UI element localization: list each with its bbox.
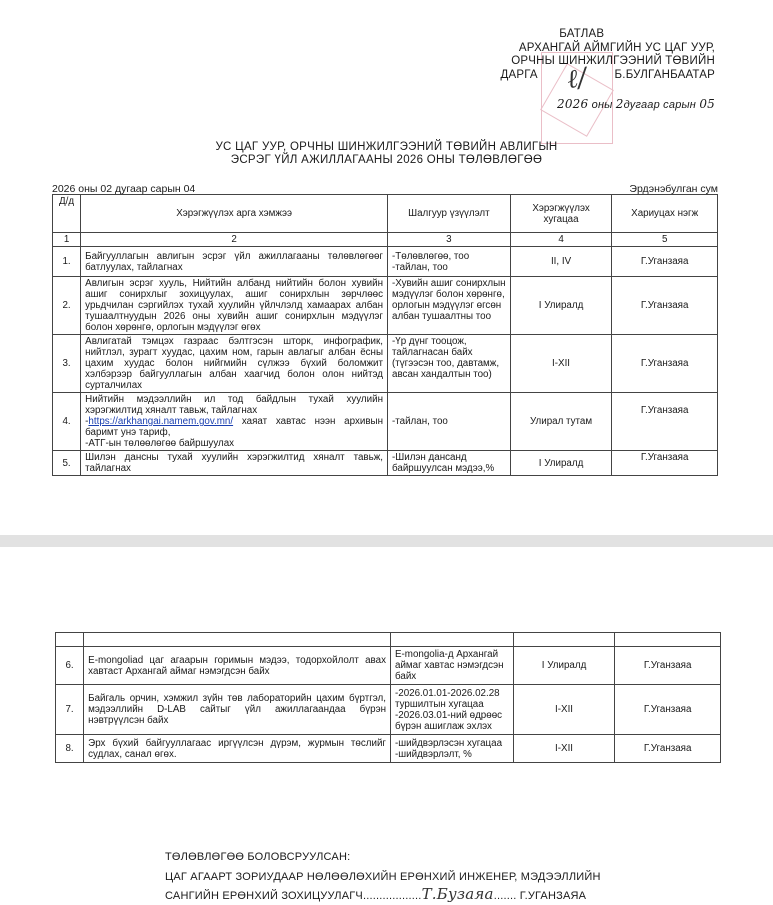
row-due: II, IV xyxy=(510,247,612,277)
row-action: Байгаль орчин, хэмжил зүйн төв лабораторийн цахим бүртгэл, мэдээллийн D-LAB сайтыг үйл ажиллагаандаа бүрэн нэвтрүүлсэн байх xyxy=(84,685,391,735)
row-action: Эрх бүхий байгууллагаас иргүүлсэн дүрэм, журмын төслийг судлах, санал өгөх. xyxy=(84,735,391,763)
row-responsible: Г.Уганзаяа xyxy=(612,451,718,476)
blank-cell xyxy=(56,633,84,647)
column-number: 5 xyxy=(612,233,718,247)
prepared-by-block xyxy=(165,849,601,905)
row-due: I-XII xyxy=(513,735,615,763)
row-indicator: E-mongolia-д Архангай аймаг хавтас нэмэгдсэн байх xyxy=(391,647,514,685)
approval-date-mid: оны xyxy=(591,99,613,111)
document-title-line2: ЭСРЭГ ҮЙЛ АЖИЛЛАГААНЫ 2026 ОНЫ ТӨЛӨВЛӨГӨӨ xyxy=(230,154,543,166)
header-cell: Д/д xyxy=(53,195,81,233)
column-number-row xyxy=(53,233,718,247)
table-row xyxy=(53,393,718,451)
table-row xyxy=(56,735,721,763)
table-row xyxy=(56,647,721,685)
preparer-name: Г.УГАНЗАЯА xyxy=(519,890,587,902)
approval-org-line2: ОРЧНЫ ШИНЖИЛГЭЭНИЙ ТӨВИЙН xyxy=(511,55,715,67)
column-number: 4 xyxy=(510,233,612,247)
approval-date-suffix: дугаар сарын xyxy=(623,99,697,111)
row-number: 6. xyxy=(56,647,84,685)
row-action: Байгууллагын авлигын эсрэг үйл ажиллагааны төлөвлөгөөг батлуулах, тайлагнах xyxy=(81,247,388,277)
row-action: E-mongoliad цаг агаарын горимын мэдээ, тодорхойлолт авах хавтаст Архангай аймаг нэмэгдсэн байх xyxy=(84,647,391,685)
approval-signatory xyxy=(500,69,715,83)
row-due: I-XII xyxy=(513,685,615,735)
row-action-text-post: -АТГ-ын төлөөлөгөө байршуулах xyxy=(85,438,235,449)
column-number: 1 xyxy=(53,233,81,247)
signature-dots: ....... xyxy=(493,890,517,902)
table-row xyxy=(53,451,718,476)
prepared-by-signature-line xyxy=(165,886,601,905)
table-row xyxy=(53,335,718,393)
row-due: Улирал тутам xyxy=(510,393,612,451)
row-responsible: Г.Уганзаяа xyxy=(615,685,721,735)
document-title-line1: УС ЦАГ УУР, ОРЧНЫ ШИНЖИЛГЭЭНИЙ ТӨВИЙН АВЛИГЫН xyxy=(215,141,558,153)
column-number: 3 xyxy=(388,233,511,247)
blank-cell xyxy=(513,633,615,647)
archive-site-link[interactable]: https://arkhangai.namem.gov.mn/ xyxy=(88,416,234,427)
row-responsible: Г.Уганзаяа xyxy=(612,393,718,451)
row-number: 2. xyxy=(53,277,81,335)
prepared-by-role-cont: САНГИЙН ЕРӨНХИЙ ЗОХИЦУУЛАГЧ xyxy=(165,890,363,902)
document-place: Эрдэнэбулган сум xyxy=(629,183,718,195)
approval-date xyxy=(500,98,715,113)
header-cell: Хэрэгжүүлэх хугацаа xyxy=(510,195,612,233)
row-number: 1. xyxy=(53,247,81,277)
column-number: 2 xyxy=(81,233,388,247)
plan-table xyxy=(52,194,718,476)
row-action: Авлигатай тэмцэх газраас бэлтгэсэн шторк, инфографик, нийтлэл, зурагт хуудас, цахим ном, гарын авлагыг албан ёсны цахим хуудас болон нийгмийн сүлжээ бүхий боломжит хэлбэрээр байгууллагын албан хаагчид болон олон нийтэд сурталчилах xyxy=(81,335,388,393)
page-separator xyxy=(0,535,773,547)
row-action: Авлигын эсрэг хууль, Нийтийн албанд нийтийн болон хувийн ашиг сонирхлыг зохицуулах, ашиг сонирхлын зөрчлөөс урьдчилан сэргийлэх тухай хуулийн үйлчлэлд хамаарах албан тушаалтнуудын 2026 оны хувийн ашиг сонирхлын мэдүүлэг болон хөрөнгө, орлогын мэдүүлэг өгөх xyxy=(81,277,388,335)
prepared-by-role: ЦАГ АГААРТ ЗОРИУДААР НӨЛӨӨЛӨХИЙН ЕРӨНХИЙ ИНЖЕНЕР, МЭДЭЭЛЛИЙН xyxy=(165,871,601,883)
blank-cell xyxy=(84,633,391,647)
row-due: I Улиралд xyxy=(510,451,612,476)
plan-table-continued xyxy=(55,632,721,763)
approval-block xyxy=(500,28,715,113)
row-due: I Улиралд xyxy=(510,277,612,335)
row-responsible: Г.Уганзаяа xyxy=(615,735,721,763)
row-action-link-rest: хаяат хавтас нээн архивын баримт унэ тариф, xyxy=(85,416,383,438)
row-number: 8. xyxy=(56,735,84,763)
table-header-row xyxy=(53,195,718,233)
prepared-by-heading: ТӨЛӨВЛӨГӨӨ БОЛОВСРУУЛСАН: xyxy=(165,851,351,863)
row-responsible: Г.Уганзаяа xyxy=(612,247,718,277)
table-row xyxy=(53,277,718,335)
row-indicator: -Төлөвлөгөө, тоо -тайлан, тоо xyxy=(388,247,511,277)
row-responsible: Г.Уганзаяа xyxy=(612,335,718,393)
row-number: 3. xyxy=(53,335,81,393)
page-two xyxy=(0,547,773,905)
row-action: Шилэн дансны тухай хуулийн хэрэгжилтид хяналт тавьж, тайлагнах xyxy=(81,451,388,476)
approval-date-month: 2 xyxy=(615,97,624,111)
row-indicator: -тайлан, тоо xyxy=(388,393,511,451)
approval-role: ДАРГА xyxy=(500,68,538,81)
approval-date-year: 2026 xyxy=(557,97,589,111)
row-action-link-prefix: - xyxy=(85,416,89,427)
row-indicator: -Хувийн ашиг сонирхлын мэдүүлэг болон хөрөнгө, орлогын мэдүүлэг өгсөн албан тушаалтны тоо xyxy=(388,277,511,335)
blank-cell xyxy=(391,633,514,647)
row-indicator: -Үр дүнг тооцож, тайлагнасан байх (түгээсэн тоо, давтамж, авсан хандалтын тоо) xyxy=(388,335,511,393)
header-cell: Хариуцах нэгж xyxy=(612,195,718,233)
document-date: 2026 оны 02 дугаар сарын 04 xyxy=(52,183,196,195)
header-cell: Шалгуур үзүүлэлт xyxy=(388,195,511,233)
row-responsible: Г.Уганзаяа xyxy=(612,277,718,335)
row-number: 5. xyxy=(53,451,81,476)
row-indicator: -шийдвэрлэсэн хугацаа -шийдвэрлэлт, % xyxy=(391,735,514,763)
table-row xyxy=(56,685,721,735)
approval-org-line1: АРХАНГАЙ АЙМГИЙН УС ЦАГ УУР, xyxy=(518,41,715,54)
row-indicator: -Шилэн дансанд байршуулсан мэдээ,% xyxy=(388,451,511,476)
row-number: 7. xyxy=(56,685,84,735)
table-blank-row xyxy=(56,633,721,647)
row-action-text: Нийтийн мэдээллийн ил тод байдлын тухай хуулийн хэрэгжилтид хяналт тавьж, тайлагнах xyxy=(85,394,383,416)
header-cell: Хэрэгжүүлэх арга хэмжээ xyxy=(81,195,388,233)
table-row xyxy=(53,247,718,277)
row-action xyxy=(81,393,388,451)
row-due: I-XII xyxy=(510,335,612,393)
approval-date-day: 05 xyxy=(699,97,715,111)
blank-cell xyxy=(615,633,721,647)
document-title xyxy=(0,141,773,167)
director-signature: ℓ/ xyxy=(565,62,589,96)
row-due: I Улиралд xyxy=(513,647,615,685)
row-number: 4. xyxy=(53,393,81,451)
preparer-signature: Т.Бузаяа xyxy=(421,885,494,903)
approval-name: Б.БУЛГАНБААТАР xyxy=(614,68,715,81)
signature-dots: .................. xyxy=(362,890,422,902)
row-responsible: Г.Уганзаяа xyxy=(615,647,721,685)
row-indicator: -2026.01.01-2026.02.28 туршилтын хугацаа -2026.03.01-ний өдрөөс бүрэн ашиглаж эхлэх xyxy=(391,685,514,735)
approval-title: БАТЛАВ xyxy=(559,28,605,40)
